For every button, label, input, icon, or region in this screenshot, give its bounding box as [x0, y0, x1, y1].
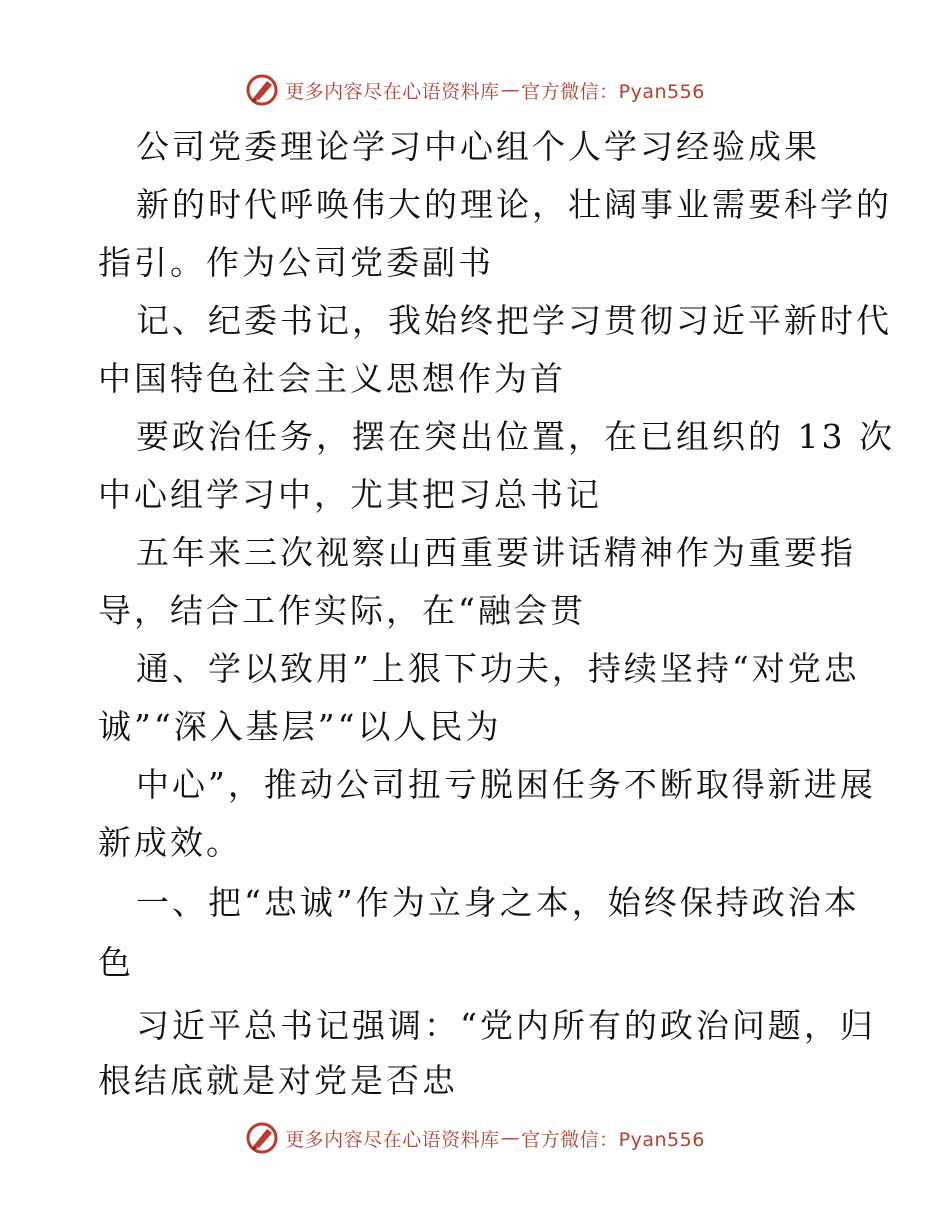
footer-banner	[0, 1118, 950, 1158]
section-heading: 一、把“忠诚”作为立身之本，始终保持政治本	[136, 883, 860, 922]
text-line: 记、纪委书记，我始终把学习贯彻习近平新时代	[136, 301, 892, 340]
text-line: 中国特色社会主义思想作为首	[98, 359, 566, 398]
pen-logo-icon	[245, 73, 279, 107]
text-line: 新成效。	[98, 823, 242, 862]
text-line: 中心”，推动公司扭亏脱困任务不断取得新进展	[136, 765, 876, 804]
text-line: 导，结合工作实际，在“融会贯	[98, 591, 586, 630]
section-heading-continued: 色	[98, 943, 134, 982]
text-line: 诚”“深入基层”“以人民为	[98, 707, 502, 746]
banner-contact: 官方微信：Pyan556	[521, 1128, 705, 1151]
banner-text: 更多内容尽在心语资料库	[285, 80, 500, 103]
document-title: 公司党委理论学习中心组个人学习经验成果	[136, 127, 820, 166]
text-line: 通、学以致用”上狠下功夫，持续坚持“对党忠	[136, 649, 860, 688]
pen-logo-icon	[245, 1121, 279, 1155]
banner-text: 更多内容尽在心语资料库	[285, 1128, 500, 1151]
header-banner	[0, 70, 950, 110]
text-line: 习近平总书记强调：“党内所有的政治问题，归	[136, 1006, 876, 1045]
text-line: 指引。作为公司党委副书	[98, 243, 494, 282]
text-line: 要政治任务，摆在突出位置，在已组织的 13 次	[136, 417, 895, 456]
text-line: 根结底就是对党是否忠	[98, 1061, 458, 1100]
text-line: 五年来三次视察山西重要讲话精神作为重要指	[136, 533, 856, 572]
text-line: 新的时代呼唤伟大的理论，壮阔事业需要科学的	[136, 185, 892, 224]
text-line: 中心组学习中，尤其把习总书记	[98, 475, 602, 514]
banner-separator: —	[500, 79, 521, 101]
banner-separator: —	[500, 1127, 521, 1149]
banner-contact: 官方微信：Pyan556	[521, 80, 705, 103]
